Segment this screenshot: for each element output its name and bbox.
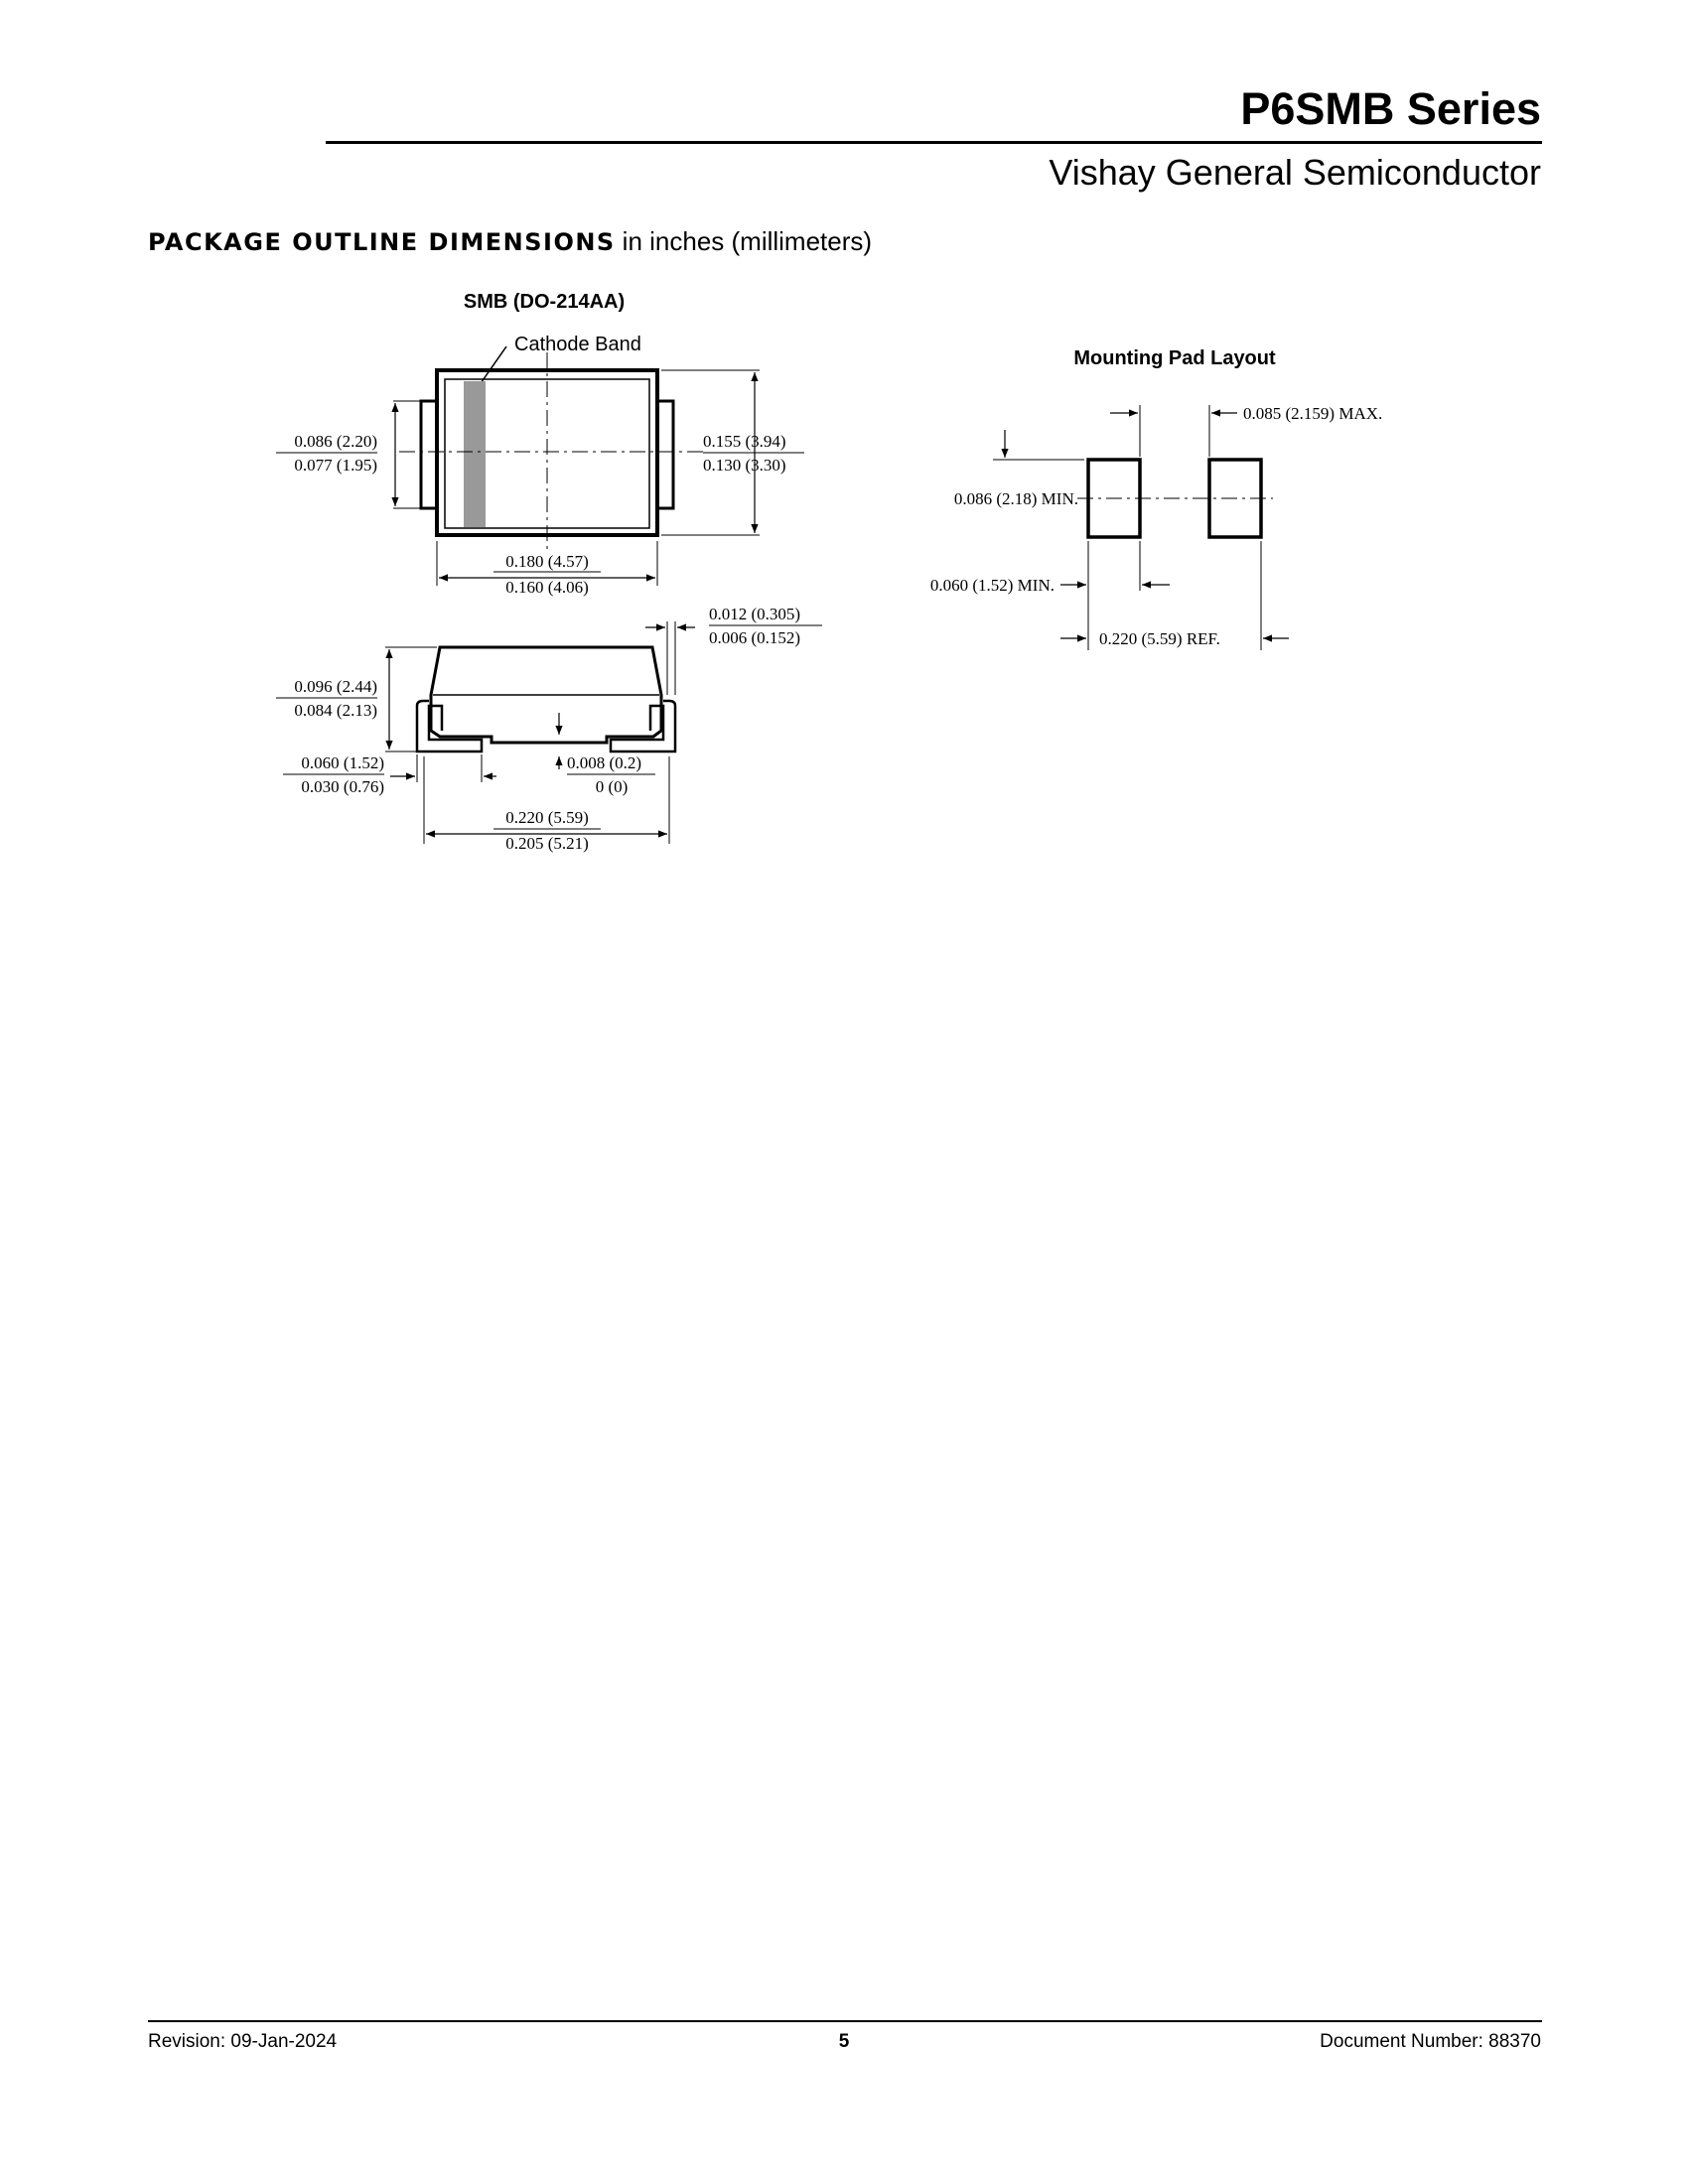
body-width-max: 0.180 (4.57) xyxy=(505,552,589,571)
lead-length-min: 0.030 (0.76) xyxy=(301,777,384,796)
package-top-view xyxy=(399,352,705,551)
package-title: SMB (DO-214AA) xyxy=(463,291,626,313)
lead-width-max: 0.086 (2.20) xyxy=(294,432,377,451)
package-side-view xyxy=(417,647,675,751)
package-height-max: 0.096 (2.44) xyxy=(294,677,377,696)
standoff-max: 0.008 (0.2) xyxy=(567,753,642,772)
pad-height-value: 0.086 (2.18) MIN. xyxy=(953,489,1078,508)
right-lead-bend xyxy=(611,701,675,751)
pad-length-value: 0.060 (1.52) MIN. xyxy=(929,576,1055,595)
left-lead-bend xyxy=(417,701,482,751)
cathode-band-label: Cathode Band xyxy=(514,334,641,355)
left-lead xyxy=(421,401,437,508)
cathode-band xyxy=(464,381,486,527)
package-height-min: 0.084 (2.13) xyxy=(294,701,377,720)
page-number: 5 xyxy=(838,2031,850,2052)
body-height-max: 0.155 (3.94) xyxy=(703,432,786,451)
standoff-min: 0 (0) xyxy=(595,777,629,796)
document-number: Document Number: 88370 xyxy=(1320,2031,1541,2052)
revision-date: Revision: 09-Jan-2024 xyxy=(148,2031,338,2052)
lead-width-min: 0.077 (1.95) xyxy=(294,456,377,475)
pitch-value: 0.220 (5.59) REF. xyxy=(1099,629,1220,648)
section-title: PACKAGE OUTLINE DIMENSIONS xyxy=(148,228,616,256)
company-name: Vishay General Semiconductor xyxy=(1049,152,1541,193)
document-title: P6SMB Series xyxy=(1240,83,1541,134)
body-height-min: 0.130 (3.30) xyxy=(703,456,786,475)
mounting-pads xyxy=(1077,460,1273,537)
mounting-pad-title: Mounting Pad Layout xyxy=(1073,347,1276,369)
body-width-min: 0.160 (4.06) xyxy=(505,578,589,597)
overall-length-max: 0.220 (5.59) xyxy=(505,808,589,827)
section-units: in inches (millimeters) xyxy=(622,226,873,256)
pad-width-value: 0.085 (2.159) MAX. xyxy=(1243,404,1383,423)
lead-thickness-min: 0.006 (0.152) xyxy=(709,628,801,647)
right-lead xyxy=(657,401,673,508)
footer-rule xyxy=(148,2020,1542,2022)
lead-thickness-max: 0.012 (0.305) xyxy=(709,605,801,623)
overall-length-min: 0.205 (5.21) xyxy=(505,834,589,853)
lead-length-max: 0.060 (1.52) xyxy=(301,753,384,772)
